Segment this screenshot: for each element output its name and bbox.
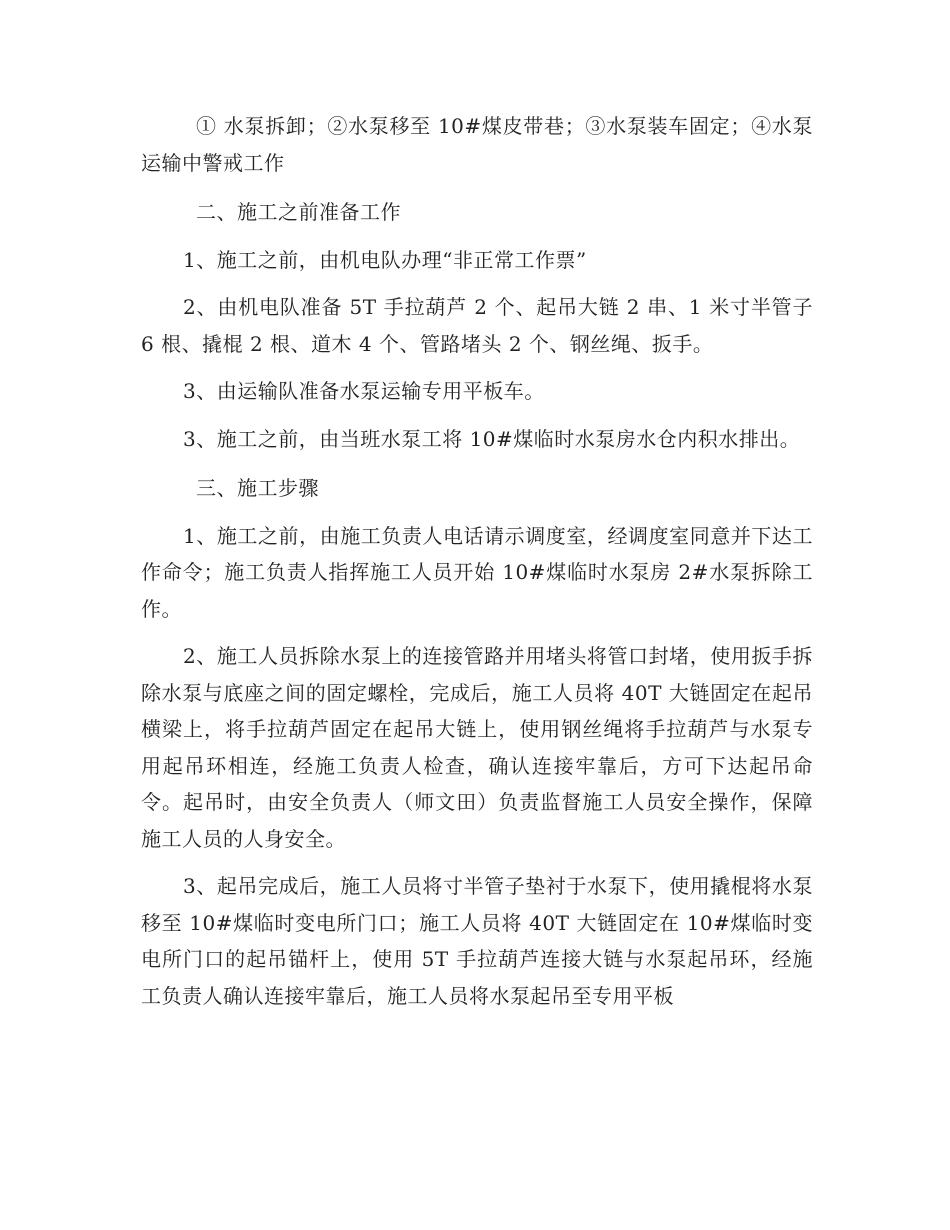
preparation-item-2: 2、由机电队准备 5T 手拉葫芦 2 个、起吊大链 2 串、1 米寸半管子 6 根、撬棍 2 根、道木 4 个、管路堵头 2 个、钢丝绳、扳手。 xyxy=(141,295,813,356)
section-heading-preparation: 二、施工之前准备工作 xyxy=(196,200,401,224)
preparation-item-1: 1、施工之前，由机电队办理“非正常工作票” xyxy=(183,247,587,272)
step-item-1: 1、施工之前，由施工负责人电话请示调度室，经调度室同意并下达工作命令；施工负责人指挥施工人员开始 10#煤临时水泵房 2#水泵拆除工作。 xyxy=(141,523,813,621)
step-item-3: 3、起吊完成后，施工人员将寸半管子垫衬于水泵下，使用撬棍将水泵移至 10#煤临时变电所门口；施工人员将 40T 大链固定在 10#煤临时变电所门口的起吊锚杆上，使用 5T 手拉葫芦连接大链与水泵起吊环，经施工负责人确认连接牢靠后，施工人员将水泵起吊至专用平板 xyxy=(141,874,813,1008)
document-body xyxy=(141,108,813,1014)
scope-list-paragraph: ① 水泵拆卸；②水泵移至 10#煤皮带巷；③水泵装车固定；④水泵运输中警戒工作 xyxy=(141,114,813,175)
step-item-2: 2、施工人员拆除水泵上的连接管路并用堵头将管口封堵，使用扳手拆除水泵与底座之间的固定螺栓，完成后，施工人员将 40T 大链固定在起吊横梁上，将手拉葫芦固定在起吊大链上，使用钢丝绳将手拉葫芦与水泵专用起吊环相连，经施工负责人检查，确认连接牢靠后，方可下达起吊命令。起吊时，由安全负责人（师文田）负责监督施工人员安全操作，保障施工人员的人身安全。 xyxy=(141,644,813,851)
preparation-item-3: 3、由运输队准备水泵运输专用平板车。 xyxy=(183,379,545,403)
section-heading-steps: 三、施工步骤 xyxy=(196,476,319,500)
preparation-item-3b: 3、施工之前，由当班水泵工将 10#煤临时水泵房水仓内积水排出。 xyxy=(183,426,801,451)
